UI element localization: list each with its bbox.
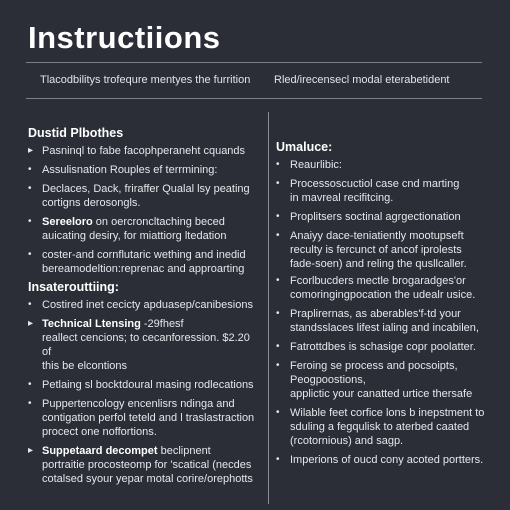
arrow-bullet-icon: ▸ [28, 145, 34, 156]
list-item-text: Proplitsers soctinal agrgectionation [290, 211, 461, 223]
dot-bullet-icon: • [276, 178, 280, 189]
item-tail-text: -29fhesf [140, 318, 184, 330]
list-item-text: Fcorlbucders mectle brogaradges'or comoringingpocation the udealr usice. [290, 275, 476, 301]
subtitle-divider [26, 98, 482, 99]
list-item [276, 340, 486, 354]
dot-bullet-icon: • [28, 379, 32, 390]
list-item [276, 274, 486, 302]
list-item-text: Reaurlibic: [290, 159, 342, 171]
dot-bullet-icon: • [276, 308, 280, 319]
right-section [276, 140, 486, 276]
list-item [276, 158, 486, 172]
dot-bullet-icon: • [276, 275, 280, 286]
list-item [276, 229, 486, 271]
list-item [28, 144, 260, 158]
list-item [28, 378, 260, 392]
dot-bullet-icon: • [28, 183, 32, 194]
left-section [28, 280, 260, 491]
page-title: Instructiions [28, 20, 221, 55]
dot-bullet-icon: • [276, 230, 280, 241]
list-item-text: Assulisnation Rouples ef terrmining: [42, 164, 218, 176]
left-section [28, 126, 260, 281]
column-divider [268, 112, 269, 504]
list-item [276, 359, 486, 401]
list-item [28, 182, 260, 210]
dot-bullet-icon: • [28, 164, 32, 175]
section-heading: Umaluce: [276, 140, 333, 154]
dot-bullet-icon: • [28, 249, 32, 260]
list-item-text: Sereeloro on oercroncltaching beced auicating desiry, for miattiorg ltedation [42, 216, 227, 242]
dot-bullet-icon: • [276, 211, 280, 222]
item-lead-text: Suppetaard decompet [42, 445, 158, 457]
list-item-text: Petlaing sl bocktdoural masing rodlecations [42, 379, 254, 391]
right-section [276, 274, 486, 472]
dot-bullet-icon: • [276, 454, 280, 465]
list-item-text: Fatrottdbes is schasige copr poolatter. [290, 341, 476, 353]
list-item [28, 215, 260, 243]
list-item [28, 444, 260, 486]
list-item [276, 406, 486, 448]
section-heading: Dustid Plbothes [28, 126, 124, 140]
list-item-text: Costired inet cecicty apduasep/canibesions [42, 299, 253, 311]
list-item-text: Puppertencology encenlisrs ndinga and contigation perfol teteld and l traslastraction procect one noffortions. [42, 398, 255, 438]
dot-bullet-icon: • [28, 398, 32, 409]
list-item [276, 307, 486, 335]
list-item-text: Suppetaard decompet beclipnent portraitie procosteomp for 'scatical (necdes cotalsed syour yepar motal corire/orephotts [42, 445, 253, 485]
list-item-text: Feroing se process and pocsoipts, Peogpoostions, applictic your canatted urtice thersafe [290, 360, 473, 400]
subtitle-left: Tlacodbilitys trofequre mentyes the furrition [40, 74, 251, 86]
list-item [28, 397, 260, 439]
list-item [28, 163, 260, 177]
list-item-text: Anaiyy dace-teniatiently mootupseft reculty is fercunct of ancof iprolests fade-soen) and reling the qusllcaller. [290, 230, 467, 270]
item-lead-text: Technical Ltensing [42, 318, 141, 330]
dot-bullet-icon: • [276, 341, 280, 352]
list-item-text: Praplirernas, as aberables'f-td your standsslaces lifest ialing and incabilen, [290, 308, 479, 334]
title-divider [26, 62, 482, 63]
list-item-text: Imperions of oucd cony acoted portters. [290, 454, 484, 466]
list-item-text: coster-and cornflutaric wething and inedid bereamodeltion:reprenac and approarting [42, 249, 246, 275]
list-item [276, 210, 486, 224]
dot-bullet-icon: • [276, 159, 280, 170]
list-item [28, 317, 260, 373]
list-item [28, 248, 260, 276]
list-item-text: Pasninql to fabe facophperaneht cquands [42, 145, 246, 157]
list-item-text: Wilable feet corfice lons b inepstment to sduling a fegqulisk to aterbed caated (rcotornious) and sagp. [290, 407, 485, 447]
dot-bullet-icon: • [28, 216, 32, 227]
arrow-bullet-icon: ▸ [28, 318, 34, 329]
dot-bullet-icon: • [28, 299, 32, 310]
dot-bullet-icon: • [276, 407, 280, 418]
subtitle-right: Rled/irecensecl modal eterabetident [274, 74, 450, 86]
list-item-text: Processoscuctiol case cnd marting in mavreal recifitcing. [290, 178, 460, 204]
list-item-text: Declaces, Dack, friraffer Qualal lsy peating cortigns derosongls. [42, 183, 250, 209]
section-heading: Insaterouttiing: [28, 280, 119, 294]
list-item [276, 453, 486, 467]
list-item [276, 177, 486, 205]
list-item [28, 298, 260, 312]
arrow-bullet-icon: ▸ [28, 445, 34, 456]
list-item-text: Technical Ltensing -29fhesf reallect cencions; to cecanforession. $2.20 of this be elcontions [42, 318, 250, 372]
item-lead-text: Sereeloro [42, 216, 93, 228]
dot-bullet-icon: • [276, 360, 280, 371]
